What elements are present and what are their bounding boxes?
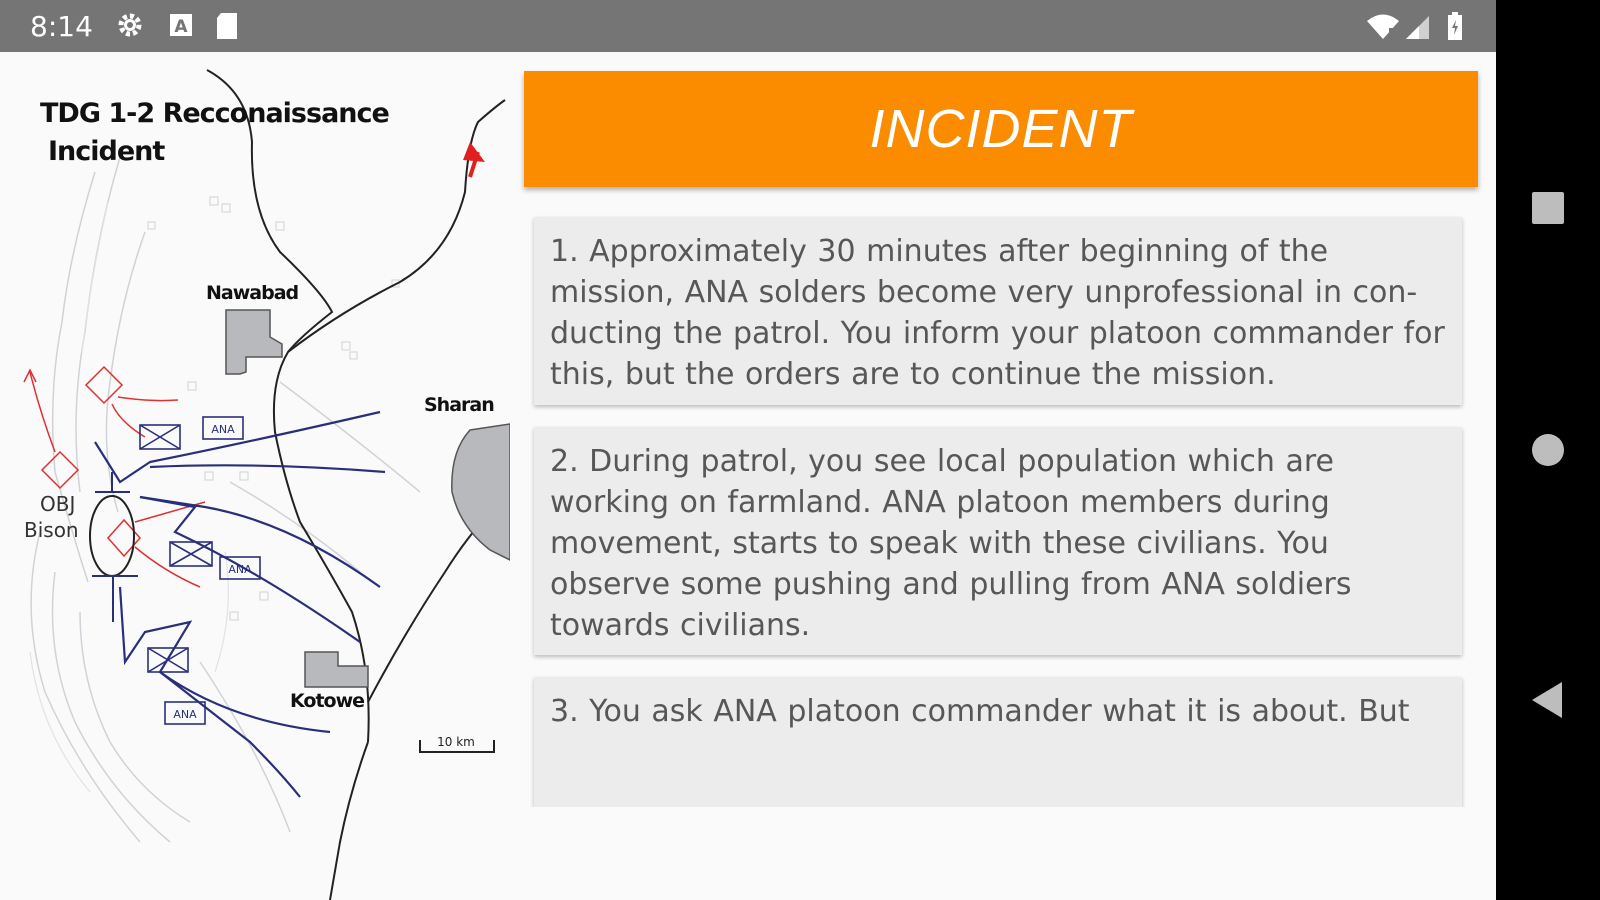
kotowe-town bbox=[305, 652, 368, 687]
home-icon[interactable] bbox=[1524, 426, 1572, 479]
incident-text: 1. Approximately 30 minutes after beginning of the mission, ANA solders become very unprofessional in con-ducting the patrol. You inform your platoon commander for this, but the orders are to continue the mission. bbox=[550, 234, 1445, 392]
incident-card-3[interactable] bbox=[534, 677, 1462, 807]
objective-ellipse bbox=[90, 496, 134, 576]
nawabad-town bbox=[226, 310, 282, 374]
signal-icon bbox=[1404, 12, 1430, 45]
recents-icon[interactable] bbox=[1524, 184, 1572, 237]
incident-card-1[interactable] bbox=[534, 217, 1462, 405]
incident-text: 2. During patrol, you see local population which are working on farmland. ANA platoon members during movement, starts to speak with these civilians. You observe some pushing and pulling from ANA soldiers towards civilians. bbox=[550, 444, 1352, 643]
sharan-town bbox=[452, 424, 510, 560]
header-title: INCIDENT bbox=[869, 99, 1133, 159]
svg-text:10 km: 10 km bbox=[437, 735, 475, 749]
town-label-sharan: Sharan bbox=[424, 394, 494, 416]
ana-unit-label: ANA bbox=[211, 423, 235, 436]
map-scale-bar bbox=[420, 735, 494, 752]
incident-text: 3. You ask ANA platoon commander what it is about. But bbox=[550, 694, 1410, 729]
app-content bbox=[0, 52, 1496, 900]
ana-unit-label: ANA bbox=[228, 563, 252, 576]
map-title-line1: TDG 1-2 Recconaissance bbox=[40, 98, 389, 129]
incident-list[interactable] bbox=[524, 207, 1478, 807]
objective-label-line2: Bison bbox=[24, 518, 79, 542]
town-label-kotowe: Kotowe bbox=[290, 690, 365, 712]
back-icon[interactable] bbox=[1524, 676, 1572, 729]
sd-card-icon bbox=[214, 11, 240, 46]
town-label-nawabad: Nawabad bbox=[206, 282, 299, 304]
battery-icon bbox=[1446, 11, 1464, 46]
tactical-map[interactable] bbox=[0, 52, 510, 900]
objective-label-line1: OBJ bbox=[40, 492, 76, 516]
a-icon bbox=[168, 11, 194, 44]
incident-card-2[interactable] bbox=[534, 427, 1462, 655]
svg-text:A: A bbox=[174, 17, 188, 37]
status-bar bbox=[0, 0, 1496, 52]
wifi-icon bbox=[1366, 12, 1400, 45]
ana-unit-label: ANA bbox=[173, 708, 197, 721]
navigation-bar bbox=[1496, 0, 1600, 900]
settings-icon bbox=[116, 11, 144, 44]
map-title-line2: Incident bbox=[48, 136, 165, 167]
incident-header bbox=[524, 71, 1478, 187]
status-time: 8:14 bbox=[30, 10, 93, 43]
